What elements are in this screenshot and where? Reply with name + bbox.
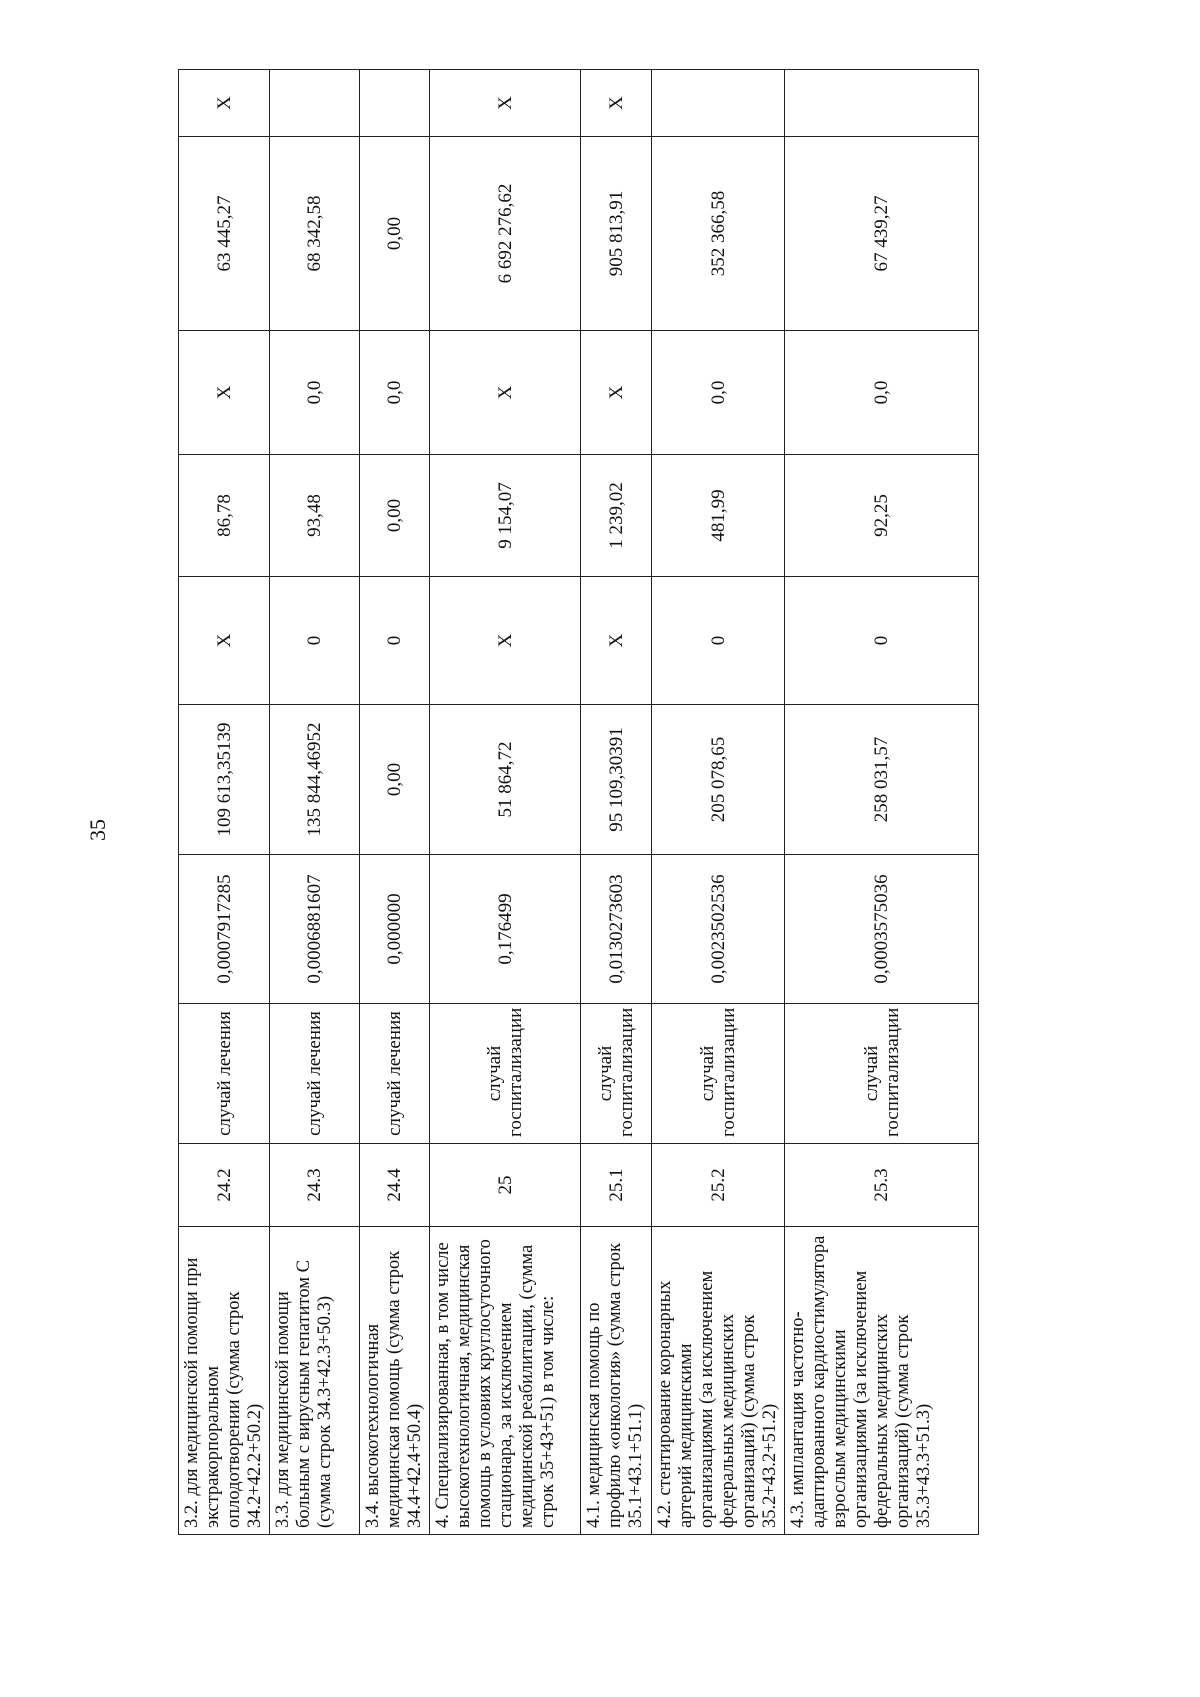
funding-table <box>178 69 979 1535</box>
table-row <box>430 70 581 1535</box>
row-col10: X <box>430 70 581 137</box>
row-col8: 0,0 <box>360 331 430 455</box>
table-row <box>652 70 785 1535</box>
row-name: 4.2. стентирование коронарных артерий медицинскими организациями (за исключением федеральных медицинских организаций) (сумма строк 35.2+43.2+51.2) <box>652 1227 785 1535</box>
row-col6: 0 <box>785 577 979 705</box>
row-cost: 258 031,57 <box>785 705 979 855</box>
table-row <box>360 70 430 1535</box>
row-col9: 6 692 276,62 <box>430 137 581 331</box>
table-row <box>179 70 270 1535</box>
row-norm: 0,0023502536 <box>652 855 785 1004</box>
row-unit: случай госпитализации <box>785 1004 979 1144</box>
row-name: 3.4. высокотехнологичная медицинская помощь (сумма строк 34.4+42.4+50.4) <box>360 1227 430 1535</box>
row-col6: X <box>179 577 270 705</box>
rotated-table-frame <box>178 70 934 1535</box>
row-col10: X <box>581 70 652 137</box>
row-col9: 63 445,27 <box>179 137 270 331</box>
row-col8: 0,0 <box>652 331 785 455</box>
row-col7: 0,00 <box>360 455 430 577</box>
row-col8: 0,0 <box>785 331 979 455</box>
row-cost: 51 864,72 <box>430 705 581 855</box>
row-name: 4.1. медицинская помощь по профилю «онкология» (сумма строк 35.1+43.1+51.1) <box>581 1227 652 1535</box>
row-line-number: 24.4 <box>360 1144 430 1227</box>
row-col9: 352 366,58 <box>652 137 785 331</box>
row-unit: случай госпитализации <box>652 1004 785 1144</box>
row-norm: 0,0130273603 <box>581 855 652 1004</box>
row-col6: X <box>581 577 652 705</box>
row-col7: 86,78 <box>179 455 270 577</box>
row-col10 <box>360 70 430 137</box>
row-col10 <box>785 70 979 137</box>
row-cost: 205 078,65 <box>652 705 785 855</box>
table-row <box>785 70 979 1535</box>
row-cost: 109 613,35139 <box>179 705 270 855</box>
table-row <box>581 70 652 1535</box>
row-col7: 1 239,02 <box>581 455 652 577</box>
row-col6: 0 <box>270 577 360 705</box>
table-row <box>270 70 360 1535</box>
row-norm: 0,000000 <box>360 855 430 1004</box>
row-cost: 0,00 <box>360 705 430 855</box>
row-col9: 905 813,91 <box>581 137 652 331</box>
row-unit: случай лечения <box>270 1004 360 1144</box>
row-col7: 481,99 <box>652 455 785 577</box>
row-cost: 95 109,30391 <box>581 705 652 855</box>
row-col8: X <box>430 331 581 455</box>
row-line-number: 25.2 <box>652 1144 785 1227</box>
row-line-number: 25.1 <box>581 1144 652 1227</box>
row-unit: случай госпитализации <box>430 1004 581 1144</box>
row-col6: 0 <box>652 577 785 705</box>
row-unit: случай госпитализации <box>581 1004 652 1144</box>
row-name: 4. Специализированная, в том числе высокотехнологичная, медицинская помощь в условиях круглосуточного стационара, за исключением медицинской реабилитации, (сумма строк 35+43+51) в том числе: <box>430 1227 581 1535</box>
row-norm: 0,0007917285 <box>179 855 270 1004</box>
row-norm: 0,0003575036 <box>785 855 979 1004</box>
row-col8: X <box>179 331 270 455</box>
table-container <box>178 70 934 1535</box>
row-line-number: 25.3 <box>785 1144 979 1227</box>
row-name: 3.3. для медицинской помощи больным с вирусным гепатитом С (сумма строк 34.3+42.3+50.3) <box>270 1227 360 1535</box>
row-line-number: 25 <box>430 1144 581 1227</box>
row-unit: случай лечения <box>179 1004 270 1144</box>
row-col9: 0,00 <box>360 137 430 331</box>
row-norm: 0,0006881607 <box>270 855 360 1004</box>
row-cost: 135 844,46952 <box>270 705 360 855</box>
row-line-number: 24.3 <box>270 1144 360 1227</box>
row-name: 4.3. имплантация частотно-адаптированного кардиостимулятора взрослым медицинскими организациями (за исключением федеральных медицинских организаций) (сумма строк 35.3+43.3+51.3) <box>785 1227 979 1535</box>
row-col10 <box>270 70 360 137</box>
row-col9: 67 439,27 <box>785 137 979 331</box>
row-col8: 0,0 <box>270 331 360 455</box>
row-col9: 68 342,58 <box>270 137 360 331</box>
row-col10 <box>652 70 785 137</box>
row-line-number: 24.2 <box>179 1144 270 1227</box>
row-norm: 0,176499 <box>430 855 581 1004</box>
row-col6: X <box>430 577 581 705</box>
row-col7: 9 154,07 <box>430 455 581 577</box>
row-col8: X <box>581 331 652 455</box>
row-name: 3.2. для медицинской помощи при экстракорпоральном оплодотворении (сумма строк 34.2+42.2+50.2) <box>179 1227 270 1535</box>
row-col6: 0 <box>360 577 430 705</box>
row-col10: X <box>179 70 270 137</box>
page-number: 35 <box>85 819 110 841</box>
row-col7: 92,25 <box>785 455 979 577</box>
row-col7: 93,48 <box>270 455 360 577</box>
row-unit: случай лечения <box>360 1004 430 1144</box>
